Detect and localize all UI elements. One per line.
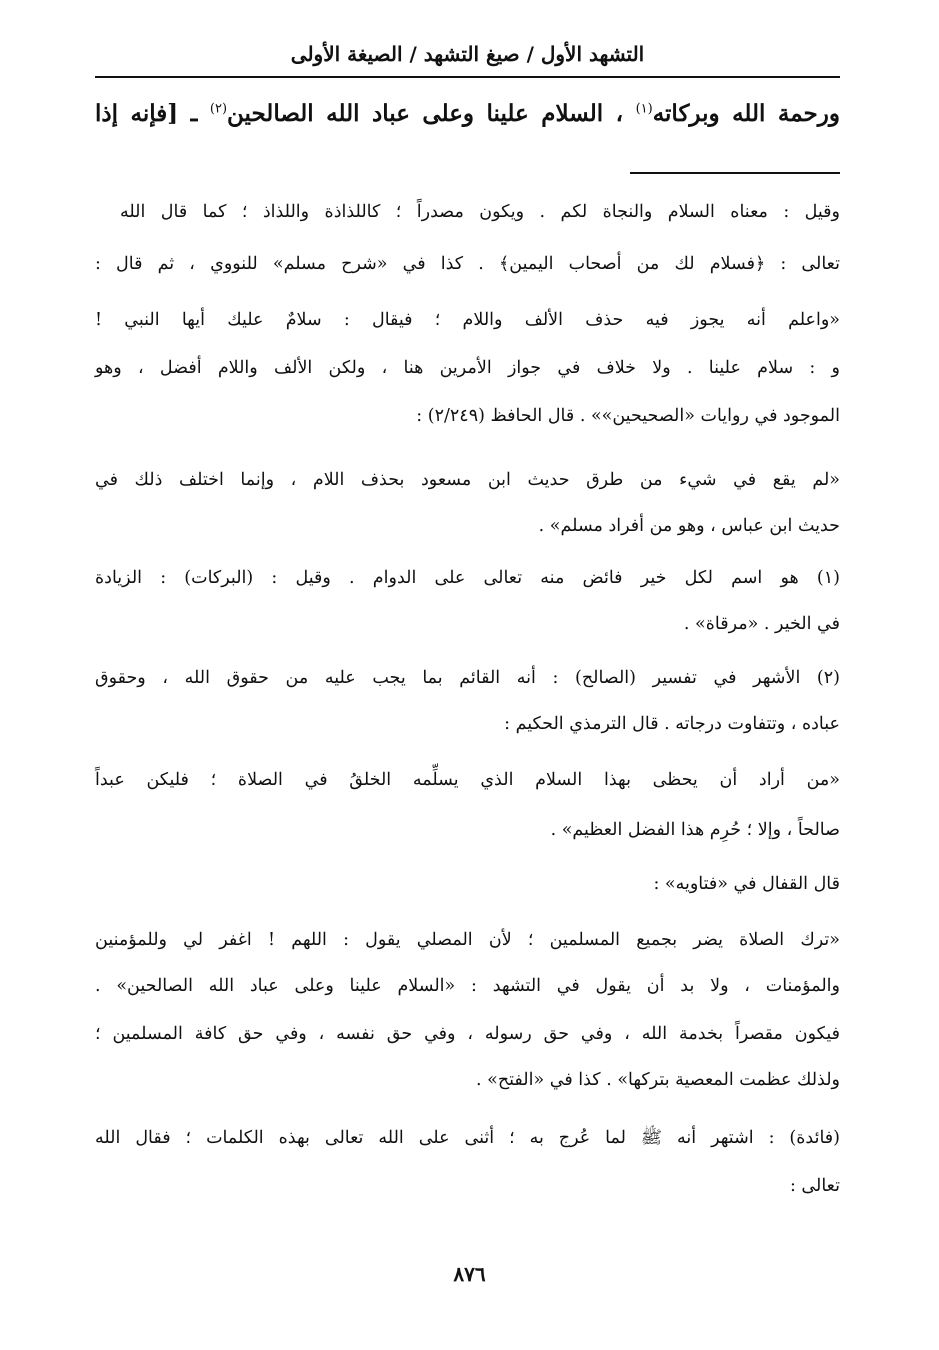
text-line: تعالى : ﴿فسلام لك من أصحاب اليمين﴾ . كذا في «شرح مسلم» للنووي ، ثم قال : [95,254,840,274]
footnote-line: قال القفال في «فتاويه» : [653,874,840,894]
footnote-line: تعالى : [789,1176,840,1196]
footnote-line: صالحاً ، وإلا ؛ حُرِم هذا الفضل العظيم» . [550,820,840,840]
footnote-line: عباده ، وتتفاوت درجاته . قال الترمذي الحكيم : [504,714,840,734]
text-line: الموجود في روايات «الصحيحين»» . قال الحافظ (٢/٢٤٩) : [416,406,840,426]
main-text-part: ، السلام علينا وعلى عباد الله الصالحين [227,100,636,127]
footnote-marker: (٢) [209,101,228,117]
footnote-line: «من أراد أن يحظى بهذا السلام الذي يسلِّمه الخلقُ في الصلاة ؛ فليكن عبداً [95,770,840,790]
footnote-line: فيكون مقصراً بخدمة الله ، وفي حق رسوله ، وفي حق نفسه ، وفي حق كافة المسلمين ؛ [95,1024,840,1044]
footnote-line: (١) هو اسم لكل خير فائض منه تعالى على الدوام . وقيل : (البركات) : الزيادة [95,568,840,588]
footnote-line: في الخير . «مرقاة» . [683,614,840,634]
text-line: «واعلم أنه يجوز فيه حذف الألف واللام ؛ فيقال : سلامٌ عليك أيها النبي ! [95,310,840,330]
page-number: ٨٧٦ [453,1262,486,1286]
footnote-line: والمؤمنات ، ولا بد أن يقول في التشهد : «السلام علينا وعلى عباد الله الصالحين» . [95,976,840,996]
footnote-line: ولذلك عظمت المعصية بتركها» . كذا في «الفتح» . [476,1070,840,1090]
footnote-marker: (١) [635,101,653,117]
header-rule [95,76,840,78]
footnote-separator [630,172,840,174]
text-line: حديث ابن عباس ، وهو من أفراد مسلم» . [538,516,840,536]
footnote-line: (فائدة) : اشتهر أنه ﷺ لما عُرج به ؛ أثنى على الله تعالى بهذه الكلمات ؛ فقال الله [95,1128,840,1148]
text-line: «لم يقع في شيء من طرق حديث ابن مسعود بحذف اللام ، وإنما اختلف ذلك في [95,470,840,490]
footnote-line: (٢) الأشهر في تفسير (الصالح) : أنه القائم بما يجب عليه من حقوق الله ، وحقوق [95,668,840,688]
text-line: و : سلام علينا . ولا خلاف في جواز الأمرين هنا ، ولكن الألف واللام أفضل ، وهو [95,358,840,378]
text-line: وقيل : معناه السلام والنجاة لكم . ويكون مصدراً ؛ كاللذاذة واللذاذ ؛ كما قال الله [120,202,840,222]
main-text-part: ـ [فإنه إذا [95,100,210,127]
running-header: التشهد الأول / صيغ التشهد / الصيغة الأولى [290,42,645,66]
footnote-line: «ترك الصلاة يضر بجميع المسلمين ؛ لأن المصلي يقول : اللهم ! اغفر لي وللمؤمنين [95,930,840,950]
hadith-text-line [95,100,840,127]
main-text-part: ورحمة الله وبركاته [652,100,840,127]
